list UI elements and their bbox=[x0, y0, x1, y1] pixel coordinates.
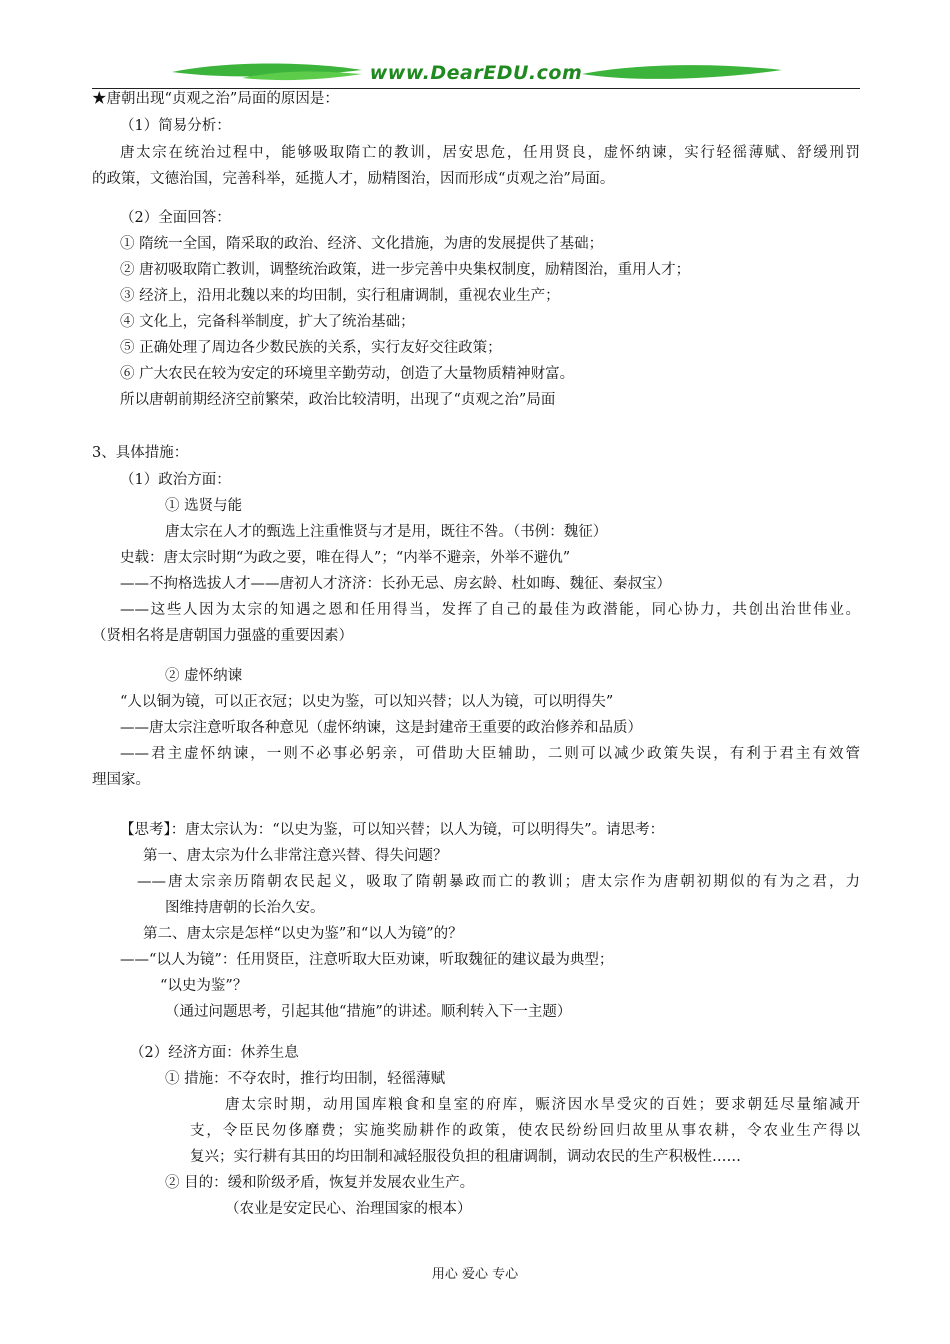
text-line: ② 虚怀纳谏 bbox=[165, 668, 243, 684]
text-line: 所以唐朝前期经济空前繁荣，政治比较清明，出现了“贞观之治”局面 bbox=[120, 392, 556, 408]
text-line: 3、具体措施： bbox=[92, 445, 189, 461]
text-line: 唐太宗在人才的甄选上注重惟贤与才是用，既往不咎。（书例：魏征） bbox=[165, 524, 608, 540]
text-line: ④ 文化上，完备科举制度，扩大了统治基础； bbox=[120, 314, 415, 330]
text-line: ——唐太宗亲历隋朝农民起义，吸取了隋朝暴政而亡的教训；唐太宗作为唐朝初期似的有为之君，力 bbox=[137, 874, 860, 890]
text-line: 理国家。 bbox=[92, 772, 150, 788]
text-line: ① 选贤与能 bbox=[165, 498, 243, 514]
text-line: ——“以人为镜”：任用贤臣，注意听取大臣劝谏，听取魏征的建议最为典型； bbox=[120, 952, 614, 968]
text-line: ⑥ 广大农民在较为安定的环境里辛勤劳动，创造了大量物质精神财富。 bbox=[120, 366, 575, 382]
text-line: “人以铜为镜，可以正衣冠；以史为鉴，可以知兴替；以人为镜，可以明得失” bbox=[120, 694, 614, 710]
text-line: ⑤ 正确处理了周边各少数民族的关系，实行友好交往政策； bbox=[120, 340, 502, 356]
site-brand-text: www.DearEDU.com bbox=[369, 62, 583, 84]
text-line: ——唐太宗注意听取各种意见（虚怀纳谏，这是封建帝王重要的政治修养和品质） bbox=[120, 720, 642, 736]
text-line: ① 措施：不夺农时，推行均田制，轻徭薄赋 bbox=[165, 1071, 446, 1087]
text-line: （农业是安定民心、治理国家的根本） bbox=[225, 1201, 472, 1217]
text-line: 图维持唐朝的长治久安。 bbox=[165, 900, 325, 916]
text-line: （1）政治方面： bbox=[120, 472, 231, 488]
text-line: “以史为鉴”？ bbox=[160, 978, 248, 994]
text-line: （2）全面回答： bbox=[120, 210, 231, 226]
text-line: ★唐朝出现“贞观之治”局面的原因是： bbox=[92, 91, 339, 107]
text-line: 第二、唐太宗是怎样“以史为鉴”和“以人为镜”的？ bbox=[143, 926, 463, 942]
text-line: ③ 经济上，沿用北魏以来的均田制，实行租庸调制，重视农业生产； bbox=[120, 288, 560, 304]
text-line: 的政策，文德治国，完善科举，延揽人才，励精图治，因而形成“贞观之治”局面。 bbox=[92, 171, 615, 187]
text-line: 【思考】：唐太宗认为：“以史为鉴，可以知兴替；以人为镜，可以明得失”。请思考： bbox=[120, 822, 665, 838]
text-line: ——不拘格选拔人才——唐初人才济济：长孙无忌、房玄龄、杜如晦、魏征、秦叔宝） bbox=[120, 576, 671, 592]
page-footer: 用心 爱心 专心 bbox=[431, 1267, 519, 1282]
text-line: （1）简易分析： bbox=[120, 118, 231, 134]
text-line: ① 隋统一全国，隋采取的政治、经济、文化措施，为唐的发展提供了基础； bbox=[120, 236, 604, 252]
text-line: （贤相名将是唐朝国力强盛的重要因素） bbox=[92, 628, 353, 644]
text-line: （2）经济方面：休养生息 bbox=[130, 1045, 299, 1061]
text-line: 唐太宗时期，动用国库粮食和皇室的府库，赈济因水旱受灾的百姓；要求朝廷尽量缩减开 bbox=[225, 1097, 860, 1113]
text-line: ——君主虚怀纳谏，一则不必事必躬亲，可借助大臣辅助，二则可以减少政策失误，有利于君主有效管 bbox=[120, 746, 860, 762]
text-line: ② 唐初吸取隋亡教训，调整统治政策，进一步完善中央集权制度，励精图治，重用人才； bbox=[120, 262, 691, 278]
text-line: 唐太宗在统治过程中，能够吸取隋亡的教训，居安思危，任用贤良，虚怀纳谏，实行轻徭薄赋、舒缓刑罚 bbox=[120, 145, 860, 161]
text-line: 第一、唐太宗为什么非常注意兴替、得失问题？ bbox=[143, 848, 448, 864]
text-line: 复兴；实行耕有其田的均田制和减轻服役负担的租庸调制，调动农民的生产积极性…… bbox=[190, 1149, 741, 1165]
text-line: （通过问题思考，引起其他“措施”的讲述。顺利转入下一主题） bbox=[165, 1004, 572, 1020]
text-line: 支，令臣民勿侈靡费；实施奖励耕作的政策，使农民纷纷回归故里从事农耕，令农业生产得以 bbox=[190, 1123, 860, 1139]
text-line: ——这些人因为太宗的知遇之恩和任用得当，发挥了自己的最佳为政潜能，同心协力，共创出治世伟业。 bbox=[120, 602, 860, 618]
text-line: ② 目的：缓和阶级矛盾，恢复并发展农业生产。 bbox=[165, 1175, 475, 1191]
site-header-banner bbox=[92, 58, 860, 90]
text-line: 史载：唐太宗时期“为政之要，唯在得人”；“内举不避亲，外举不避仇” bbox=[120, 550, 571, 566]
